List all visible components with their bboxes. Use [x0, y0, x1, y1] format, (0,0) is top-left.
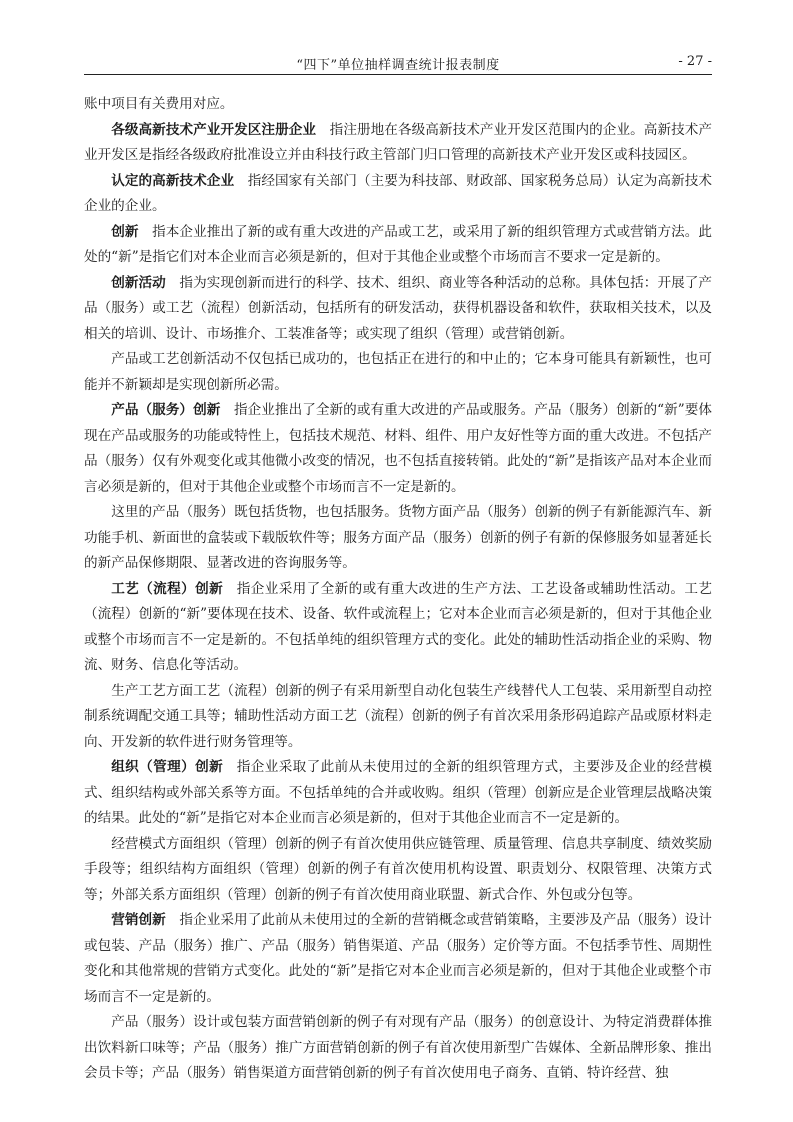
definition-term: 营销创新 [111, 912, 166, 928]
paragraph-text: 产品（服务）设计或包装方面营销创新的例子有对现有产品（服务）的创意设计、为特定消费群体推出饮料新口味等；产品（服务）推广方面营销创新的例子有首次使用新型广告媒体、全新品牌形象、推出会员卡等；产品（服务）销售渠道方面营销创新的例子有首次使用电子商务、直销、特许经营、独 [84, 1014, 712, 1081]
definition-paragraph [84, 577, 712, 679]
paragraph-text: 产品或工艺创新活动不仅包括已成功的，也包括正在进行的和中止的；它本身可能具有新颖性，也可能并不新颖却是实现创新所必需。 [84, 351, 712, 393]
document-title: “四下”单位抽样调查统计报表制度 [296, 58, 500, 73]
page-number: - 27 - [678, 54, 712, 69]
definition-text: 指经国家有关部门（主要为科技部、财政部、国家税务总局）认定为高新技术企业的企业。 [84, 172, 712, 214]
paragraph [84, 832, 712, 909]
paragraph [84, 1010, 712, 1087]
definition-text: 指企业采取了此前从未使用过的全新的组织管理方式，主要涉及企业的经营模式、组织结构或外部关系等方面。不包括单纯的合并或收购。组织（管理）创新应是企业管理层战略决策的结果。此处的“新”是指它对本企业而言必须是新的，但对于其他企业而言不一定是新的。 [84, 759, 713, 826]
definition-text: 指本企业推出了新的或有重大改进的产品或工艺，或采用了新的组织管理方式或营销方法。此处的“新”是指它们对本企业而言必须是新的，但对于其他企业或整个市场而言不要求一定是新的。 [84, 223, 713, 265]
definition-paragraph [84, 118, 712, 169]
definition-text: 指为实现创新而进行的科学、技术、组织、商业等各种活动的总称。具体包括：开展了产品（服务）或工艺（流程）创新活动，包括所有的研发活动，获得机器设备和软件，获取相关技术，以及相关的培训、设计、市场推介、工装准备等；或实现了组织（管理）或营销创新。 [84, 274, 713, 342]
paragraph [84, 500, 712, 577]
definition-text: 指企业采用了此前从未使用过的全新的营销概念或营销策略，主要涉及产品（服务）设计或包装、产品（服务）推广、产品（服务）销售渠道、产品（服务）定价等方面。不包括季节性、周期性变化和其他常规的营销方式变化。此处的“新”是指它对本企业而言必须是新的，但对于其他企业或整个市场而言不一定是新的。 [84, 912, 713, 1005]
page-header [84, 54, 712, 75]
definition-term: 组织（管理）创新 [111, 759, 224, 775]
paragraph-text: 账中项目有关费用对应。 [84, 96, 234, 112]
definition-text: 指企业推出了全新的或有重大改进的产品或服务。产品（服务）创新的“新”要体现在产品或服务的功能或特性上，包括技术规范、材料、组件、用户友好性等方面的重大改进。不包括产品（服务）仅有外观变化或其他微小改变的情况，也不包括直接转销。此处的“新”是指该产品对本企业而言必须是新的，但对于其他企业或整个市场而言不一定是新的。 [84, 402, 713, 495]
definition-text: 指注册地在各级高新技术产业开发区范围内的企业。高新技术产业开发区是指经各级政府批准设立并由科技行政主管部门归口管理的高新技术产业开发区或科技园区。 [84, 121, 713, 163]
definition-term: 创新活动 [111, 274, 166, 291]
paragraph [84, 347, 712, 398]
definition-term: 创新 [111, 223, 139, 240]
paragraph-text: 生产工艺方面工艺（流程）创新的例子有采用新型自动化包装生产线替代人工包装、采用新型自动控制系统调配交通工具等；辅助性活动方面工艺（流程）创新的例子有首次采用条形码追踪产品或原材料走向、开发新的软件进行财务管理等。 [84, 682, 712, 750]
definition-paragraph [84, 398, 712, 500]
definition-term: 各级高新技术产业开发区注册企业 [111, 121, 317, 138]
definition-paragraph [84, 271, 712, 348]
definition-paragraph [84, 755, 712, 832]
definition-term: 工艺（流程）创新 [111, 580, 224, 597]
paragraph-text: 经营模式方面组织（管理）创新的例子有首次使用供应链管理、质量管理、信息共享制度、绩效奖励手段等；组织结构方面组织（管理）创新的例子有首次使用机构设置、职责划分、权限管理、决策方式等；外部关系方面组织（管理）创新的例子有首次使用商业联盟、新式合作、外包或分包等。 [84, 835, 712, 903]
definition-term: 认定的高新技术企业 [111, 172, 235, 189]
definition-paragraph [84, 169, 712, 220]
definition-text: 指企业采用了全新的或有重大改进的生产方法、工艺设备或辅助性活动。工艺（流程）创新的“新”要体现在技术、设备、软件或流程上；它对本企业而言必须是新的，但对于其他企业或整个市场而言不一定是新的。不包括单纯的组织管理方式的变化。此处的辅助性活动指企业的采购、物流、财务、信息化等活动。 [84, 580, 713, 673]
document-body [84, 92, 712, 1087]
paragraph-text: 这里的产品（服务）既包括货物，也包括服务。货物方面产品（服务）创新的例子有新能源汽车、新功能手机、新面世的盒装或下载版软件等；服务方面产品（服务）创新的例子有新的保修服务如显著延长的新产品保修期限、显著改进的咨询服务等。 [84, 504, 712, 571]
paragraph [84, 679, 712, 756]
definition-term: 产品（服务）创新 [111, 402, 221, 418]
definition-paragraph [84, 220, 712, 271]
paragraph [84, 92, 712, 118]
definition-paragraph [84, 908, 712, 1010]
